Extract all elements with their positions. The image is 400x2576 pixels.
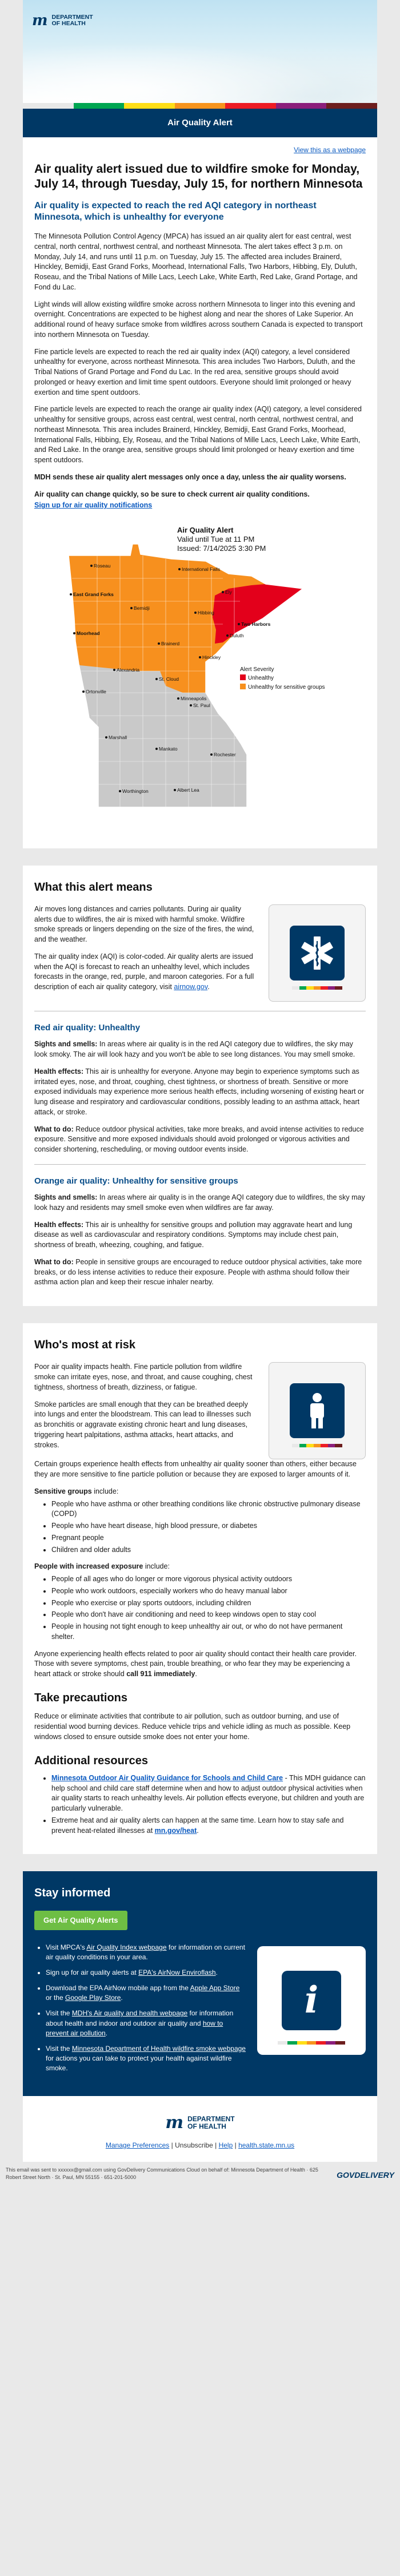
heat-link[interactable]: mn.gov/heat xyxy=(154,1826,197,1835)
meaning-intro xyxy=(34,904,366,1002)
city-rochester: Rochester xyxy=(214,752,236,758)
city-two-harbors: Two Harbors xyxy=(241,621,271,628)
legend-swatch-orange xyxy=(240,684,246,689)
risk-paragraph-4-text: Anyone experiencing health effects related to poor air quality should contact their health care provider. Those with severe symptoms, chest pain, trouble breathing, or who fear they may be experiencing a heart attack or stroke should xyxy=(34,1649,357,1678)
map-title-2: Valid until Tue at 11 PM xyxy=(177,535,255,544)
strip-segment xyxy=(307,2041,317,2045)
webview-row xyxy=(34,137,366,160)
stay-item-text: . xyxy=(215,1968,218,1977)
section-stay-informed xyxy=(23,1871,377,2095)
risk-paragraph-2: Smoke particles are small enough that they can be breathed deeply into lungs and enter the bloodstream. This can lead to illnesses such as bronchitis or aggravate existing chronic heart and lung diseases, triggering heart palpitations, asthma attacks, heart attacks, and strokes. xyxy=(34,1400,251,1449)
exposure-suffix: include: xyxy=(143,1562,170,1571)
footer-logo xyxy=(165,2111,234,2136)
alert-map xyxy=(34,521,366,848)
risk-paragraph-4 xyxy=(34,1649,366,1680)
schools-guidance-link[interactable]: Minnesota Outdoor Air Quality Guidance for Schools and Child Care xyxy=(51,1773,283,1782)
precautions-heading: Take precautions xyxy=(34,1691,128,1704)
orange-todo xyxy=(34,1257,366,1288)
legend-label-orange: Unhealthy for sensitive groups xyxy=(248,684,325,691)
orange-health-text: This air is unhealthy for sensitive groups and pollution may aggravate heart and lung disease as well as cardiovascular and respiratory conditions. Symptoms may include chest pain, shortness of breath, wheezing, coughing, and fatigue. xyxy=(34,1220,353,1249)
mdh-air-quality-link[interactable]: MDH's Air quality and health webpage xyxy=(71,2009,188,2018)
section-alert-meaning xyxy=(23,866,377,1306)
wildfire-smoke-link[interactable]: Minnesota Department of Health wildfire smoke webpage xyxy=(71,2044,246,2053)
stay-item-aqi xyxy=(46,1943,246,1962)
heat-text-end: . xyxy=(197,1826,199,1835)
red-sights-label: Sights and smells: xyxy=(34,1040,98,1049)
sensitive-groups-suffix: include: xyxy=(91,1487,119,1495)
strip-segment xyxy=(314,1444,321,1447)
red-todo-label: What to do: xyxy=(34,1125,74,1133)
stay-list xyxy=(34,1943,246,2073)
list-item: • People who work outdoors, especially workers who do heavy manual labor xyxy=(51,1586,366,1597)
red-sights xyxy=(34,1039,366,1060)
footer-logo-line-1: DEPARTMENT xyxy=(187,2114,235,2123)
city-egf: East Grand Forks xyxy=(73,592,114,598)
enviroflash-link[interactable]: EPA's AirNow Enviroflash xyxy=(138,1968,216,1977)
footer-links xyxy=(34,2141,366,2150)
list-item: • People in housing not tight enough to keep unhealthy air out, or who do not have permanent shelter. xyxy=(51,1622,366,1642)
stay-row xyxy=(34,1940,366,2079)
stay-item-enviroflash xyxy=(46,1968,246,1978)
strip-segment xyxy=(328,986,335,990)
section-gap xyxy=(23,848,377,866)
city-albert-lea: Albert Lea xyxy=(177,787,199,793)
main-content xyxy=(23,137,377,848)
city-duluth: Duluth xyxy=(230,633,244,639)
alert-paragraph-3: Fine particle levels are expected to reach the red air quality index (AQI) category, a level considered unhealthy for everyone, across northeast Minnesota. This area includes Two Harbors, Duluth, and the Tribal Nations of Grand Portage and Fond du Lac. In the red area, sensitive groups should avoid prolonged or heavy exertion and limit time spent outdoors. Everyone should limit prolonged or heavy exertion and time spent outdoors. xyxy=(34,347,355,396)
city-marshall: Marshall xyxy=(109,735,127,741)
stay-item-wildfire xyxy=(46,2044,246,2073)
red-health xyxy=(34,1067,366,1118)
exposure-label: People with increased exposure xyxy=(34,1562,143,1571)
help-link[interactable]: Help xyxy=(218,2141,233,2150)
footer-sep: | xyxy=(233,2141,239,2150)
strip-segment xyxy=(335,1444,342,1447)
meaning-paragraph-2-text: The air quality index (AQI) is color-coded. Air quality alerts are issued when the AQI is forecast to reach an unhealthy level, which includes forecasts in the orange, red, purple, and maroon categories. For a full description of each air quality category, visit xyxy=(34,952,254,991)
alert-paragraph-4: Fine particle levels are expected to reach the orange air quality index (AQI) category, a level considered unhealthy for sensitive groups, across east central, west central, north central, northwest central, and northeast Minnesota. This area includes Brainerd, Hinckley, Bemidji, East Grand Forks, Moorhead, International Falls, Hibbing, Ely, Roseau, and the Tribal Nations of Mille Lacs, Leech Lake, White Earth, and Red Lake. In the orange area, sensitive groups should limit prolonged or heavy exertion and time spent outdoors. xyxy=(34,405,362,465)
strip-segment xyxy=(74,103,125,109)
red-category-heading: Red air quality: Unhealthy xyxy=(34,1022,141,1033)
resource-item-schools xyxy=(51,1773,366,1814)
list-item: • People of all ages who do longer or more vigorous physical activity outdoors xyxy=(51,1574,366,1585)
legend-swatch-red xyxy=(240,674,246,680)
city-minneapolis: Minneapolis xyxy=(181,696,207,702)
strip-segment xyxy=(335,2041,345,2045)
strip-segment xyxy=(335,986,342,990)
email-container xyxy=(23,0,377,2162)
strip-segment xyxy=(306,986,314,990)
schools-guidance-text: - This MDH guidance can help school and child care staff determine when and how to adjust outdoor physical activities when air quality starts to reach unhealthy levels. Air pollution effects everyone, but children and youth are particularly vulnerable. xyxy=(51,1773,366,1813)
resources-list xyxy=(34,1773,366,1836)
meaning-paragraph-2-end: . xyxy=(207,983,210,991)
strip-segment xyxy=(321,986,328,990)
footer-sep: | xyxy=(169,2141,175,2150)
stay-item-text: or the xyxy=(46,1994,66,2002)
stay-item-text: for information on current air quality conditions in your area. xyxy=(46,1943,245,1962)
stay-item-text: for actions you can take to protect your health against wildfire smoke. xyxy=(46,2054,232,2072)
orange-sights xyxy=(34,1193,366,1213)
city-ely: Ely xyxy=(225,589,232,596)
city-worthington: Worthington xyxy=(122,788,149,795)
strip-segment xyxy=(23,103,74,109)
aqi-mini-strip xyxy=(292,1444,342,1447)
strip-segment xyxy=(326,2041,335,2045)
strip-segment xyxy=(299,1444,307,1447)
stay-item-text: Visit MPCA's xyxy=(46,1943,87,1952)
strip-segment xyxy=(328,1444,335,1447)
risk-heading: Who's most at risk xyxy=(34,1339,136,1352)
mdh-logo xyxy=(32,10,93,31)
aqi-mini-strip xyxy=(292,986,342,990)
strip-segment xyxy=(225,103,276,109)
section-gap xyxy=(23,1854,377,1871)
footer-sep: | xyxy=(213,2141,219,2150)
logo-text-line-2: OF HEALTH xyxy=(51,20,86,27)
aqi-mini-strip xyxy=(278,2041,345,2045)
aqi-color-strip xyxy=(23,103,377,109)
orange-todo-text: People in sensitive groups are encouraged to reduce outdoor physical activities, take more breaks, or do less intense activities to reduce their exposure. People with asthma should follow their asthma action plan and keep their rescue inhaler nearby. xyxy=(34,1257,362,1287)
list-item: • People who don't have air conditioning and need to keep windows open to stay cool xyxy=(51,1610,366,1620)
city-brainerd: Brainerd xyxy=(161,641,180,647)
city-alexandria: Alexandria xyxy=(117,667,140,673)
map-title-3: Issued: 7/14/2025 3:30 PM xyxy=(177,544,266,553)
strip-segment xyxy=(292,1444,299,1447)
strip-segment xyxy=(306,1444,314,1447)
strip-segment xyxy=(314,986,321,990)
city-roseau: Roseau xyxy=(94,563,111,569)
list-item: • Pregnant people xyxy=(51,1533,366,1543)
city-ortonville: Ortonville xyxy=(86,689,106,695)
city-st-paul: St. Paul xyxy=(193,702,210,709)
prevent-pollution-link[interactable]: how to prevent air pollution xyxy=(46,2019,223,2037)
signup-notifications-link[interactable]: Sign up for air quality notifications xyxy=(34,501,153,510)
strip-segment xyxy=(292,986,299,990)
resources-heading: Additional resources xyxy=(34,1754,148,1767)
meaning-paragraph-1: Air moves long distances and carries pollutants. During air quality alerts due to wildfires, the air is mixed with harmful smoke. Wildfire smoke spreads or lingers depending on the size of the fires, the wind, and the weather. xyxy=(34,904,254,944)
header-sky-haze xyxy=(23,34,377,103)
strip-segment xyxy=(297,2041,307,2045)
alert-paragraph-2: Light winds will allow existing wildfire smoke across northern Minnesota to linger into this evening and overnight. Concentrations are expected to be highest along and near the shores of Lake Superior. An additional round of heavy surface smoke from wildfires across southern Canada is expected to transport into northern Minnesota on Tuesday. xyxy=(34,300,363,339)
red-todo-text: Reduce outdoor physical activities, take more breaks, and avoid intense activities to reduce exposure. Sensitive and more exposed individuals should avoid prolonged or vigorous activities and consider shortening, rescheduling, or moving outdoor events inside. xyxy=(34,1125,364,1154)
precautions-paragraph: Reduce or eliminate activities that contribute to air pollution, such as outdoor burning, and use of residential wood burning devices. Reduce vehicle trips and vehicle idling as much as possible. Keep windows closed to ensure outside smoke does not enter your home. xyxy=(34,1712,351,1741)
alert-paragraph-1: The Minnesota Pollution Control Agency (MPCA) has issued an air quality alert for east central, west central, north central, northwest central, and northeast Minnesota. The alert takes effect 3 p.m. on Monday, July 14, and runs until 11 p.m. on Tuesday, July 15. The affected area includes Brainerd, Hinckley, Bemidji, East Grand Forks, Moorhead, International Falls, Two Harbors, Hibbing, Ely, Duluth, Roseau, and the Tribal Nations of Mille Lacs, Leech Lake, White Earth, Red Lake, Grand Portage, and Fond du Lac. xyxy=(34,232,358,291)
divider xyxy=(34,1164,366,1165)
exposure-list xyxy=(34,1574,366,1642)
risk-paragraph-4-end: . xyxy=(195,1670,197,1678)
red-sights-text: In areas where air quality is in the red AQI category due to wildfires, the sky may look smoky. The air will look hazy and you won't be able to see long distances. You may smell smoke. xyxy=(34,1040,355,1059)
orange-category-heading: Orange air quality: Unhealthy for sensitive groups xyxy=(34,1176,238,1186)
stay-item-text: Visit the xyxy=(46,2044,72,2053)
sensitive-groups-intro xyxy=(34,1487,366,1497)
strip-segment xyxy=(321,1444,328,1447)
govdelivery-logo: GOVDELIVERY xyxy=(337,2170,394,2180)
logo-text-line-1: DEPARTMENT xyxy=(51,13,93,21)
call-911-text: call 911 immediately xyxy=(126,1670,195,1678)
city-bemidji: Bemidji xyxy=(134,605,150,612)
stay-item-mdh-air xyxy=(46,2009,246,2038)
red-health-text: This air is unhealthy for everyone. Anyone may begin to experience symptoms such as irritated eyes, nose, and throat, coughing, chest tightness, or shortness of breath. Sensitive or more exposed individuals may experience more serious health effects, including worsening of existing heart or lung disease and respiratory and cardiovascular conditions, possibly leading to an asthma attack, heart attack, or stroke. xyxy=(34,1067,365,1116)
star-of-life-icon xyxy=(290,926,345,981)
unsubscribe-text[interactable]: Unsubscribe xyxy=(175,2141,213,2150)
map-title-1: Air Quality Alert xyxy=(177,526,234,535)
legend-title: Alert Severity xyxy=(240,666,274,673)
footer-logo-line-2: OF HEALTH xyxy=(187,2122,226,2130)
city-intl-falls: International Falls xyxy=(182,566,221,573)
stay-item-text: for information about health and indoor and outdoor air quality and xyxy=(46,2009,234,2027)
info-icon-card xyxy=(257,1946,366,2055)
city-hinckley: Hinckley xyxy=(202,654,221,661)
stay-heading: Stay informed xyxy=(34,1887,111,1900)
google-play-link[interactable]: Google Play Store xyxy=(65,1994,121,2002)
stay-item-app xyxy=(46,1983,246,2003)
person-icon xyxy=(290,1383,345,1438)
email-bottom-bar xyxy=(0,2162,400,2186)
site-link[interactable]: health.state.mn.us xyxy=(238,2141,295,2150)
stay-item-text: . xyxy=(121,1994,123,2002)
stay-item-text: Sign up for air quality alerts at xyxy=(46,1968,139,1977)
logo-text xyxy=(52,14,93,27)
strip-segment xyxy=(175,103,226,109)
red-health-label: Health effects: xyxy=(34,1067,84,1075)
alert-banner: Air Quality Alert xyxy=(23,109,377,137)
view-as-webpage-link[interactable]: View this as a webpage xyxy=(294,146,366,154)
stay-item-text: . xyxy=(105,2029,108,2037)
list-item: • Children and older adults xyxy=(51,1545,366,1555)
city-moorhead: Moorhead xyxy=(77,630,100,637)
red-todo xyxy=(34,1125,366,1155)
airnow-link[interactable]: airnow.gov xyxy=(174,983,208,991)
strip-segment xyxy=(278,2041,287,2045)
strip-segment xyxy=(124,103,175,109)
orange-sights-text: In areas where air quality is in the orange AQI category due to wildfires, the sky may look hazy and residents may smell smoke even when wildfires are far away. xyxy=(34,1193,365,1212)
strip-segment xyxy=(276,103,327,109)
heat-text: Extreme heat and air quality alerts can happen at the same time. Learn how to stay safe and prevent heat-related illnesses at xyxy=(51,1816,344,1835)
exposure-intro xyxy=(34,1562,366,1572)
meaning-paragraph-2 xyxy=(34,952,258,993)
legend-label-red: Unhealthy xyxy=(248,675,274,682)
list-item: • People who have asthma or other breathing conditions like chronic obstructive pulmonary disease (COPD) xyxy=(51,1499,366,1520)
orange-todo-label: What to do: xyxy=(34,1257,74,1266)
info-icon: i xyxy=(282,1971,341,2030)
section-at-risk xyxy=(23,1323,377,1854)
risk-intro xyxy=(34,1362,366,1459)
alert-frequency-note: MDH sends these air quality alert messages only once a day, unless the air quality worsens. xyxy=(34,473,346,481)
get-alerts-button[interactable]: Get Air Quality Alerts xyxy=(34,1911,127,1930)
footer-logo-text xyxy=(187,2115,234,2130)
aqi-webpage-link[interactable]: Air Quality Index webpage xyxy=(86,1943,167,1952)
fine-print: This email was sent to xxxxxx@gmail.com using GovDelivery Communications Cloud on behalf of: Minnesota Department of Health · 625 Robert Street North · St. Paul, MN 55155 · 651-201-5000 xyxy=(6,2167,318,2181)
apple-app-store-link[interactable]: Apple App Store xyxy=(190,1984,240,1992)
list-item: • People who exercise or play sports outdoors, including children xyxy=(51,1598,366,1609)
risk-paragraph-1: Poor air quality impacts health. Fine particle pollution from wildfire smoke can irritate eyes, nose, and throat, and cause coughing, chest tightness, shortness of breath, dizziness, or fatigue. xyxy=(34,1363,253,1391)
logo-mark: m xyxy=(32,12,47,29)
map-legend xyxy=(240,666,325,690)
city-st-cloud: St. Cloud xyxy=(159,676,179,682)
strip-segment xyxy=(287,2041,297,2045)
alert-headline: Air quality alert issued due to wildfire smoke for Monday, July 14, through Tuesday, July 15, for northern Minnesota xyxy=(34,162,363,191)
risk-paragraph-3: Certain groups experience health effects from unhealthy air quality sooner than others, either because they are more sensitive to fine particle pollution or because they are exposed to larger amounts of it. xyxy=(34,1460,357,1479)
header-image xyxy=(23,0,377,103)
sensitive-groups-label: Sensitive groups xyxy=(34,1487,92,1495)
minnesota-map-svg xyxy=(34,521,366,830)
strip-segment xyxy=(326,103,377,109)
orange-health-label: Health effects: xyxy=(34,1220,84,1229)
list-item: • People who have heart disease, high blood pressure, or diabetes xyxy=(51,1521,366,1531)
strip-segment xyxy=(299,986,307,990)
resource-item-heat xyxy=(51,1816,366,1836)
manage-preferences-link[interactable]: Manage Preferences xyxy=(105,2141,170,2150)
strip-segment xyxy=(316,2041,326,2045)
orange-sights-label: Sights and smells: xyxy=(34,1193,98,1202)
section-gap xyxy=(23,1306,377,1323)
city-hibbing: Hibbing xyxy=(198,610,214,616)
alert-subhead: Air quality is expected to reach the red AQI category in northeast Minnesota, which is unhealthy for everyone xyxy=(34,200,317,223)
stay-item-text: Download the EPA AirNow mobile app from the xyxy=(46,1984,190,1992)
person-icon-card xyxy=(269,1362,366,1459)
orange-health xyxy=(34,1220,366,1251)
stay-item-text: Visit the xyxy=(46,2009,72,2018)
alert-change-note: Air quality can change quickly, so be sure to check current air quality conditions. xyxy=(34,490,310,498)
city-mankato: Mankato xyxy=(159,746,178,752)
footer xyxy=(23,2096,377,2162)
medical-icon-card xyxy=(269,904,366,1002)
meaning-heading: What this alert means xyxy=(34,880,153,894)
sensitive-groups-list xyxy=(34,1499,366,1555)
footer-logo-mark: m xyxy=(165,2112,183,2133)
